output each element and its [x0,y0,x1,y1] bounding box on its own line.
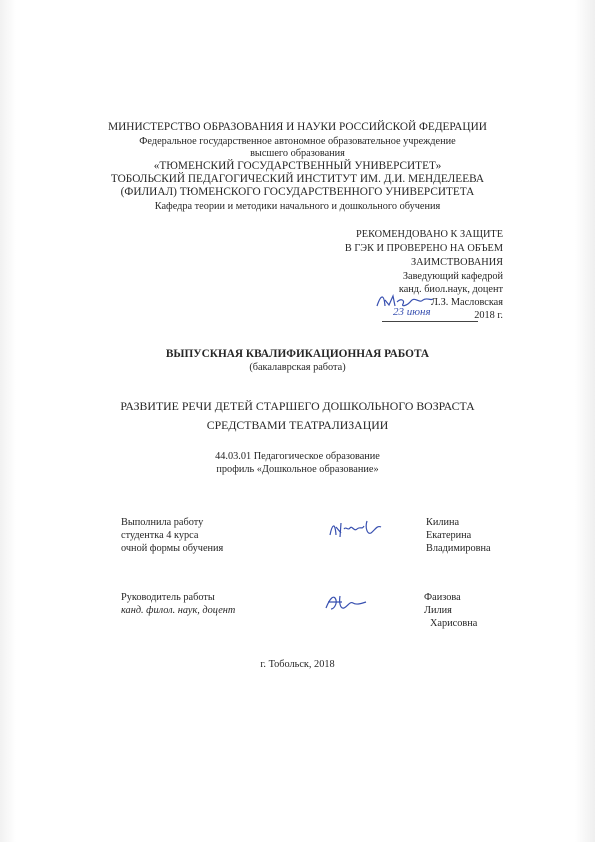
ministry-title: МИНИСТЕРСТВО ОБРАЗОВАНИЯ И НАУКИ РОССИЙСКОЙ ФЕДЕРАЦИИ [108,121,487,133]
work-title-line-1: РАЗВИТИЕ РЕЧИ ДЕТЕЙ СТАРШЕГО ДОШКОЛЬНОГО ВОЗРАСТА [120,399,475,413]
institute-line-1: ТОБОЛЬСКИЙ ПЕДАГОГИЧЕСКИЙ ИНСТИТУТ ИМ. Д.И. МЕНДЕЛЕЕВА [110,173,485,185]
student-firstname: Екатерина [426,530,472,541]
supervisor-firstname: Лилия [424,605,452,616]
org-line-1: Федеральное государственное автономное образовательное учреждение [139,136,456,147]
student-label-1: Выполнила работу [121,517,204,528]
institute-line-2: (ФИЛИАЛ) ТЮМЕНСКОГО ГОСУДАРСТВЕННОГО УНИВЕРСИТЕТА [120,186,475,198]
work-type: ВЫПУСКНАЯ КВАЛИФИКАЦИОННАЯ РАБОТА [165,348,430,360]
supervisor-patronymic: Харисовна [430,618,478,629]
place-year: г. Тобольск, 2018 [260,659,335,670]
approval-line-3: ЗАИМСТВОВАНИЯ [410,257,503,268]
approval-position: Заведующий кафедрой [402,271,503,282]
department-name: Кафедра теории и методики начального и дошкольного обучения [154,201,441,212]
work-subtype: (бакалаврская работа) [249,362,346,373]
approval-degree: канд. биол.наук, доцент [398,284,503,295]
org-line-2: высшего образования [250,148,345,159]
approval-name: Л.З. Масловская [431,297,503,308]
university-name: «ТЮМЕНСКИЙ ГОСУДАРСТВЕННЫЙ УНИВЕРСИТЕТ» [153,160,442,172]
student-label-3: очной формы обучения [121,543,224,554]
specialty-code: 44.03.01 Педагогическое образование [215,451,380,462]
approval-date-handwritten: 23 июня [393,306,431,318]
specialty-profile: профиль «Дошкольное образование» [216,464,379,475]
supervisor-label-1: Руководитель работы [121,592,215,603]
student-label-2: студентка 4 курса [121,530,199,541]
approval-year: 2018 г. [474,310,503,321]
work-title-line-2: СРЕДСТВАМИ ТЕАТРАЛИЗАЦИИ [206,418,389,432]
supervisor-label-2: канд. филол. наук, доцент [121,605,236,616]
date-underline [382,321,478,322]
approval-line-1: РЕКОМЕНДОВАНО К ЗАЩИТЕ [356,229,503,240]
approval-line-2: В ГЭК И ПРОВЕРЕНО НА ОБЪЕМ [344,243,503,254]
supervisor-signature [322,592,372,614]
supervisor-surname: Фаизова [424,592,461,603]
student-signature [327,517,383,541]
student-patronymic: Владимировна [426,543,491,554]
student-surname: Килина [426,517,460,528]
